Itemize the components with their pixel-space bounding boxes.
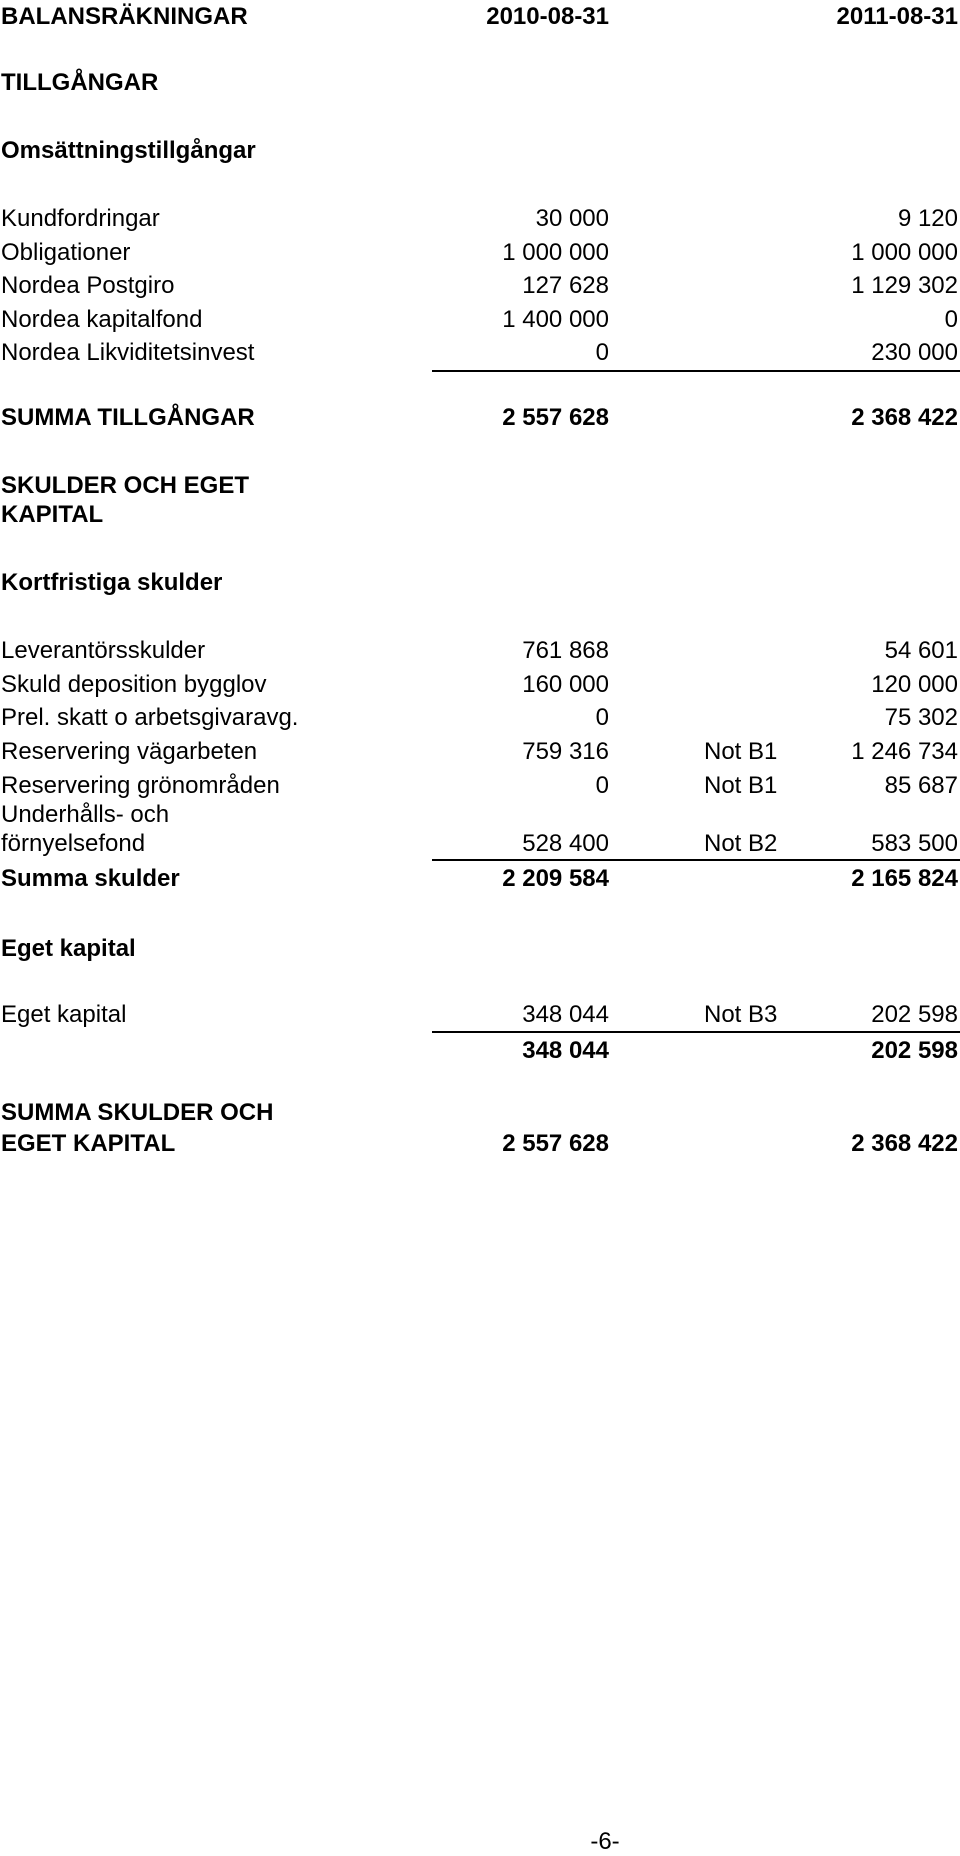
liabilities-heading-continued: KAPITAL — [1, 501, 104, 528]
value-2010: 160 000 — [522, 671, 609, 698]
value-2011: 9 120 — [897, 205, 958, 232]
row-label-continued: förnyelsefond — [1, 830, 146, 857]
value-2010: 2 209 584 — [502, 865, 609, 892]
sum-underline — [432, 370, 960, 372]
sum-underline — [432, 859, 960, 861]
value-2011: 75 302 — [884, 704, 958, 731]
value-2011: 2 368 422 — [851, 404, 958, 431]
column-header-2011: 2011-08-31 — [836, 3, 958, 30]
table-row — [0, 336, 960, 370]
value-2010: 759 316 — [522, 738, 609, 765]
table-row — [0, 236, 960, 270]
page-title: BALANSRÄKNINGAR — [1, 3, 248, 30]
row-label: Kundfordringar — [1, 205, 160, 232]
value-2010: 2 557 628 — [502, 1130, 609, 1157]
short-term-liabilities-heading: Kortfristiga skulder — [1, 569, 223, 596]
value-2010: 761 868 — [522, 637, 609, 664]
value-2011: 230 000 — [871, 339, 958, 366]
row-label: Skuld deposition bygglov — [1, 671, 267, 698]
value-2011: 54 601 — [884, 637, 958, 664]
value-2010: 1 400 000 — [502, 306, 609, 333]
short-term-liabilities-heading-row — [0, 566, 960, 600]
value-2010: 0 — [595, 704, 609, 731]
row-label: Summa skulder — [1, 865, 180, 892]
row-label: Eget kapital — [1, 1001, 127, 1028]
current-assets-heading-row — [0, 134, 960, 168]
value-2010: 0 — [595, 772, 609, 799]
note-reference: Not B1 — [704, 772, 778, 799]
liabilities-total-row — [0, 862, 960, 896]
assets-total-row — [0, 401, 960, 435]
row-label: Nordea Likviditetsinvest — [1, 339, 255, 366]
column-header-2010: 2010-08-31 — [486, 3, 609, 30]
table-row — [0, 668, 960, 702]
current-assets-heading: Omsättningstillgångar — [1, 137, 256, 164]
header-row — [0, 0, 960, 34]
value-2010: 0 — [595, 339, 609, 366]
grand-total-label-row — [0, 1096, 960, 1130]
value-2010: 348 044 — [522, 1037, 609, 1064]
row-label: Reservering vägarbeten — [1, 738, 258, 765]
value-2010: 30 000 — [535, 205, 609, 232]
table-row — [0, 202, 960, 236]
sum-underline — [432, 1031, 960, 1033]
value-2011: 2 165 824 — [851, 865, 958, 892]
assets-heading: TILLGÅNGAR — [1, 69, 159, 96]
page-number: -6- — [590, 1828, 620, 1855]
value-2011: 583 500 — [871, 830, 958, 857]
table-row — [0, 634, 960, 668]
table-row — [0, 827, 960, 861]
row-label: Leverantörsskulder — [1, 637, 206, 664]
value-2010: 127 628 — [522, 272, 609, 299]
liabilities-heading: SKULDER OCH EGET — [1, 472, 250, 499]
value-2010: 528 400 — [522, 830, 609, 857]
table-row — [0, 303, 960, 337]
value-2011: 202 598 — [871, 1037, 958, 1064]
table-row — [0, 701, 960, 735]
value-2011: 2 368 422 — [851, 1130, 958, 1157]
row-label: SUMMA SKULDER OCH — [1, 1099, 274, 1126]
row-label: Nordea Postgiro — [1, 272, 175, 299]
value-2010: 1 000 000 — [502, 239, 609, 266]
table-row — [0, 735, 960, 769]
row-label: Obligationer — [1, 239, 131, 266]
table-row — [0, 998, 960, 1032]
note-reference: Not B3 — [704, 1001, 778, 1028]
value-2010: 2 557 628 — [502, 404, 609, 431]
equity-heading: Eget kapital — [1, 935, 136, 962]
row-label: Underhålls- och — [1, 801, 170, 828]
note-reference: Not B1 — [704, 738, 778, 765]
value-2011: 202 598 — [871, 1001, 958, 1028]
assets-heading-row — [0, 66, 960, 100]
value-2011: 0 — [944, 306, 958, 333]
equity-subtotal-row — [0, 1034, 960, 1068]
value-2010: 348 044 — [522, 1001, 609, 1028]
row-label: Prel. skatt o arbetsgivaravg. — [1, 704, 299, 731]
row-label-continued: EGET KAPITAL — [1, 1130, 176, 1157]
value-2011: 120 000 — [871, 671, 958, 698]
table-row — [0, 269, 960, 303]
value-2011: 1 000 000 — [851, 239, 958, 266]
row-label: Reservering grönområden — [1, 772, 280, 799]
row-label: Nordea kapitalfond — [1, 306, 203, 333]
equity-heading-row — [0, 932, 960, 966]
row-label: SUMMA TILLGÅNGAR — [1, 404, 255, 431]
liabilities-heading-row-2 — [0, 498, 960, 532]
value-2011: 85 687 — [884, 772, 958, 799]
value-2011: 1 246 734 — [851, 738, 958, 765]
value-2011: 1 129 302 — [851, 272, 958, 299]
note-reference: Not B2 — [704, 830, 778, 857]
grand-total-row — [0, 1127, 960, 1161]
